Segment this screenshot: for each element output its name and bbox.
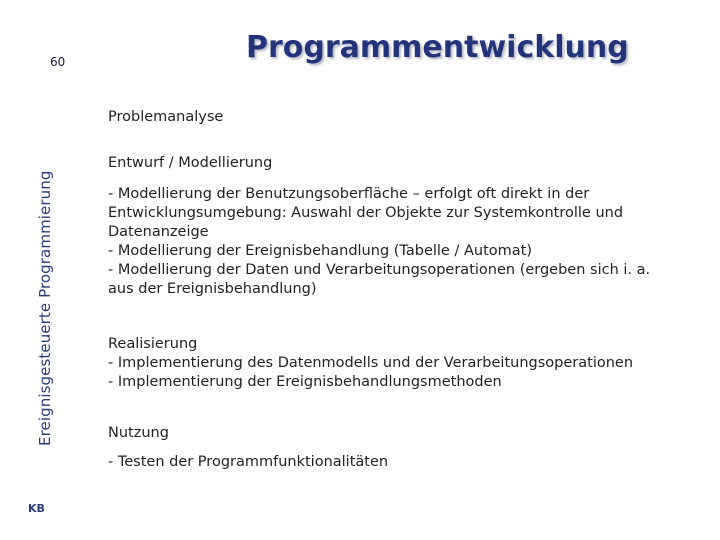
slide-number: 60: [50, 55, 66, 69]
body-line: - Modellierung der Ereignisbehandlung (Tabelle / Automat): [108, 243, 532, 259]
body-line: - Testen der Programmfunktionalitäten: [108, 454, 389, 470]
section-heading: Problemanalyse: [108, 109, 224, 125]
page-title: Programmentwicklung: [246, 30, 629, 65]
section-problemanalyse: [108, 108, 668, 127]
body-line: Datenanzeige: [108, 224, 209, 240]
section-entwurf: [108, 154, 668, 299]
section-realisierung: [108, 335, 668, 392]
body-line: - Modellierung der Daten und Verarbeitungsoperationen (ergeben sich i. a.: [108, 262, 651, 278]
section-heading: Entwurf / Modellierung: [108, 155, 273, 171]
sidebar: [0, 0, 78, 540]
body-line: - Implementierung des Datenmodells und der Verarbeitungsoperationen: [108, 355, 634, 371]
section-nutzung: [108, 424, 668, 472]
section-heading: Realisierung: [108, 336, 198, 352]
section-heading: Nutzung: [108, 425, 169, 441]
body-line: aus der Ereignisbehandlung): [108, 281, 317, 297]
body-line: Entwicklungsumgebung: Auswahl der Objekte zur Systemkontrolle und: [108, 205, 624, 221]
sidebar-title: Ereignisgesteuerte Programmierung: [36, 170, 54, 446]
body-line: - Implementierung der Ereignisbehandlungsmethoden: [108, 374, 502, 390]
body-line: - Modellierung der Benutzungsoberfläche – erfolgt oft direkt in der: [108, 186, 590, 202]
footer-initials: KB: [28, 502, 45, 515]
